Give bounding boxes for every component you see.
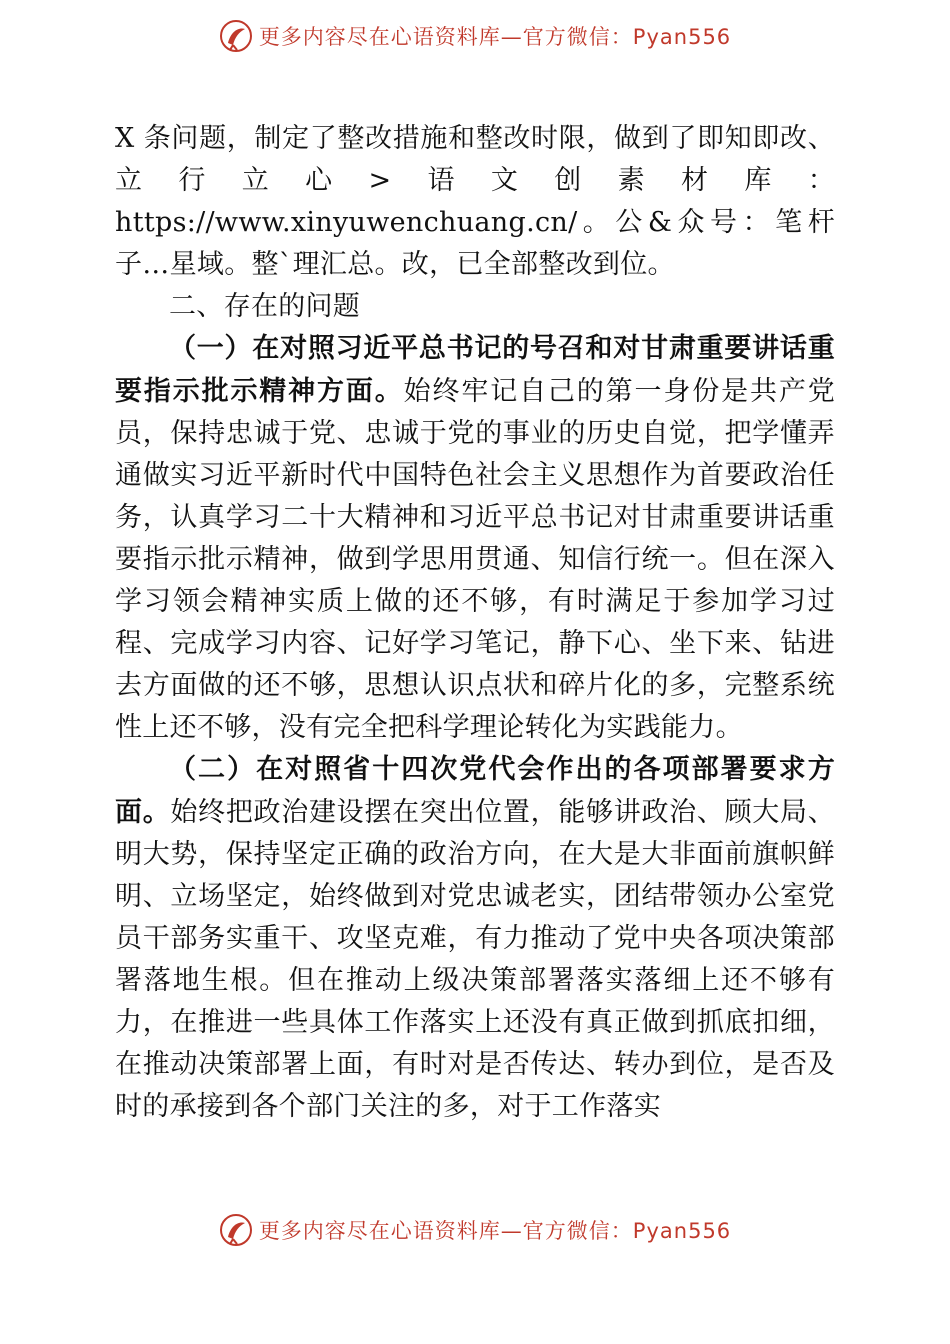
ribbon-logo-icon <box>219 19 253 53</box>
paragraph-section-1 <box>115 328 835 749</box>
section-2-text: 始终把政治建设摆在突出位置，能够讲政治、顾大局、明大势，保持坚定正确的政治方向，在大是大非面前旗帜鲜明、立场坚定，始终做到对党忠诚老实，团结带领办公室党员干部务实重干、攻坚克难，有力推动了党中央各项决策部署落地生根。但在推动上级决策部署落实落细上还不够有力，在推进一些具体工作落实上还没有真正做到抓底扣细，在推动决策部署上面，有时对是否传达、转办到位，是否及时的承接到各个部门关注的多，对于工作落实 <box>115 796 835 1123</box>
section-1-title: （一）在对照习近平总书记的号召和对甘肃重要讲话重要指示批示精神方面。 <box>115 333 835 407</box>
section-heading: 二、存在的问题 <box>169 291 361 323</box>
paragraph-intro: X 条问题，制定了整改措施和整改时限，做到了即知即改、立行立心>语文创素材库：https://www.xinyuwenchuang.cn/。公&众号：笔杆子…星域。整`理汇总。改，已全部整改到位。 <box>115 123 835 281</box>
header-banner <box>0 14 950 58</box>
document-body <box>115 118 835 1128</box>
footer-banner <box>0 1208 950 1252</box>
ribbon-logo-icon <box>219 1213 253 1247</box>
paragraph-section-2 <box>115 749 835 1128</box>
section-2-title: （二）在对照省十四次党代会作出的各项部署要求方面。 <box>115 754 835 828</box>
section-1-text: 始终牢记自己的第一身份是共产党员，保持忠诚于党、忠诚于党的事业的历史自觉，把学懂弄通做实习近平新时代中国特色社会主义思想作为首要政治任务，认真学习二十大精神和习近平总书记对甘肃重要讲话重要指示批示精神，做到学思用贯通、知信行统一。但在深入学习领会精神实质上做的还不够，有时满足于参加学习过程、完成学习内容、记好学习笔记，静下心、坐下来、钻进去方面做的还不够，思想认识点状和碎片化的多，完整系统性上还不够，没有完全把科学理论转化为实践能力。 <box>115 375 835 744</box>
footer-banner-text: 更多内容尽在心语资料库—官方微信：Pyan556 <box>258 1219 732 1243</box>
header-banner-text: 更多内容尽在心语资料库—官方微信：Pyan556 <box>258 25 732 49</box>
